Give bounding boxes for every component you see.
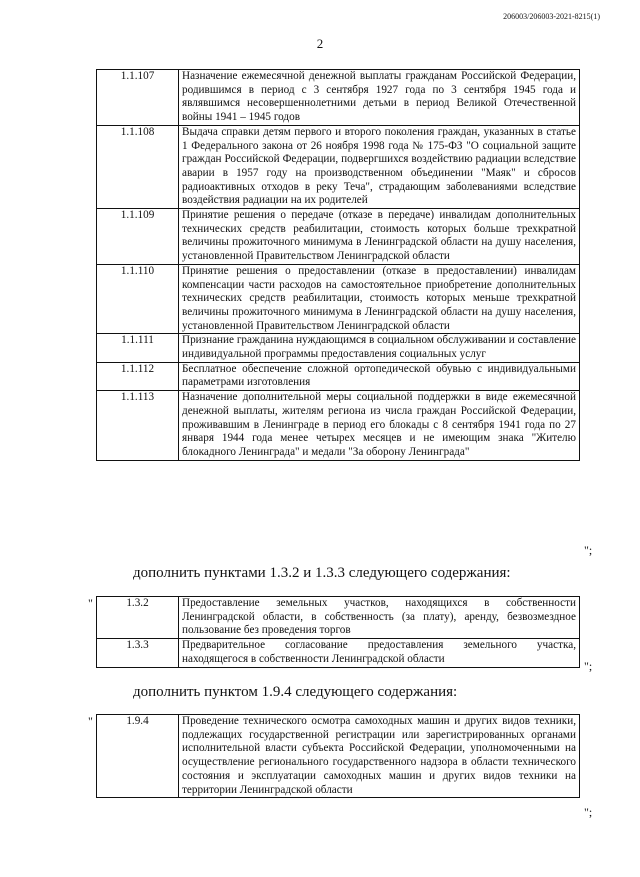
table-row [97, 125, 580, 208]
services-table-1-3 [96, 596, 580, 668]
item-text: Предварительное согласование предоставления земельного участка, находящегося в собственности Ленинградской области [179, 639, 580, 667]
table-row [97, 209, 580, 265]
item-text: Назначение ежемесячной денежной выплаты гражданам Российской Федерации, родившимся в период с 3 сентября 1927 года по 3 сентября 1945 года и являвшимся несовершеннолетними детьми в период Великой Отечественной войны 1941 – 1945 годов [179, 70, 580, 126]
table-row [97, 264, 580, 334]
opening-quote: " [88, 596, 93, 610]
services-table-1-1 [96, 69, 580, 461]
closing-quote: "; [584, 805, 593, 819]
item-number: 1.1.107 [97, 70, 179, 126]
table-row [97, 391, 580, 461]
table-row [97, 597, 580, 639]
item-text: Бесплатное обеспечение сложной ортопедической обувью с индивидуальными параметрами изготовления [179, 362, 580, 390]
item-text: Выдача справки детям первого и второго поколения граждан, указанных в статье 1 Федерального закона от 26 ноября 1998 года № 175-ФЗ "О социальной защите граждан Российской Федерации, подвергшихся воздействию радиации вследствие аварии в 1957 году на производственном объединении "Маяк" и сбросов радиоактивных отходов в реку Теча", страдающим заболеваниями вследствие воздействия радиации на их родителей [179, 125, 580, 208]
closing-quote: "; [584, 543, 593, 557]
item-number: 1.1.111 [97, 334, 179, 362]
item-text: Проведение технического осмотра самоходных машин и других видов техники, подлежащих государственной регистрации или зарегистрированных органами исполнительной власти субъекта Российской Федерации, уполномоченными на осуществление регионального государственного надзора в области технического состояния и эксплуатации самоходных машин и других видов техники на территории Ленинградской области [179, 715, 580, 798]
item-text: Признание гражданина нуждающимся в социальном обслуживании и составление индивидуальной программы предоставления социальных услуг [179, 334, 580, 362]
closing-quote: "; [584, 659, 593, 673]
item-number: 1.9.4 [97, 715, 179, 798]
opening-quote: " [88, 714, 93, 728]
services-table-1-9 [96, 714, 580, 798]
item-number: 1.1.108 [97, 125, 179, 208]
item-number: 1.1.112 [97, 362, 179, 390]
item-number: 1.1.109 [97, 209, 179, 265]
item-number: 1.1.110 [97, 264, 179, 334]
document-id: 206003/206003-2021-8215(1) [503, 12, 600, 21]
item-number: 1.3.3 [97, 639, 179, 667]
item-text: Предоставление земельных участков, находящихся в собственности Ленинградской области, в собственность (за плату), аренду, безвозмездное пользование без проведения торгов [179, 597, 580, 639]
table-row [97, 334, 580, 362]
table-row [97, 70, 580, 126]
table-row [97, 639, 580, 667]
item-text: Назначение дополнительной меры социальной поддержки в виде ежемесячной денежной выплаты, жителям региона из числа граждан Российской Федерации, проживавшим в Ленинграде в период его блокады с 8 сентября 1941 года по 27 января 1944 года менее четырех месяцев и не имеющим знака "Жителю блокадного Ленинграда" и медали "За оборону Ленинграда" [179, 391, 580, 461]
amendment-paragraph: дополнить пунктом 1.9.4 следующего содержания: [133, 684, 458, 700]
item-text: Принятие решения о передаче (отказе в передаче) инвалидам дополнительных технических средств реабилитации, стоимость которых больше трехкратной величины прожиточного минимума в Ленинградской области на душу населения, установленной Правительством Ленинградской области [179, 209, 580, 265]
page-number: 2 [316, 36, 324, 51]
table-row [97, 362, 580, 390]
table-row [97, 715, 580, 798]
item-number: 1.3.2 [97, 597, 179, 639]
item-text: Принятие решения о предоставлении (отказе в предоставлении) инвалидам компенсации части расходов на самостоятельное приобретение дополнительных технических средств реабилитации, стоимость которых меньше трехкратной величины прожиточного минимума в Ленинградской области на душу населения, установленной Правительством Ленинградской области [179, 264, 580, 334]
item-number: 1.1.113 [97, 391, 179, 461]
amendment-paragraph: дополнить пунктами 1.3.2 и 1.3.3 следующего содержания: [133, 565, 511, 581]
